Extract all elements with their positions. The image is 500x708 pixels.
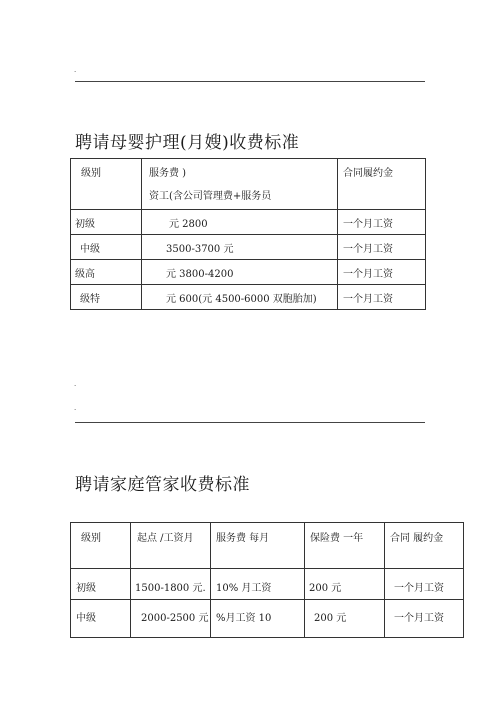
cell-service-fee: 10% 月工资 <box>211 569 305 600</box>
cell-insurance: 200 元 <box>305 569 385 600</box>
maternity-fee-table <box>70 158 426 310</box>
cell-fee: 元 3800-4200 <box>142 260 338 285</box>
header-start-salary: 起点 /工资月 <box>131 523 211 569</box>
table-row <box>71 569 464 600</box>
header-service-fee: 服务费 每月 <box>211 523 305 569</box>
section-marker: . <box>74 66 77 74</box>
section-marker: . <box>74 380 77 388</box>
cell-deposit: 一个月工资 <box>385 569 464 600</box>
table-header-row <box>71 159 426 210</box>
cell-deposit: 一个月工资 <box>338 285 426 310</box>
cell-level: 中级 <box>71 235 142 260</box>
table-row <box>71 600 464 638</box>
cell-insurance: 200 元 <box>305 600 385 638</box>
cell-deposit: 一个月工资 <box>385 600 464 638</box>
page-title-housekeeper: 聘请家庭管家收费标准 <box>75 475 250 495</box>
header-fee-line1: 服务费 ) <box>149 168 187 179</box>
header-deposit: 合同履约金 <box>338 159 426 210</box>
cell-start-salary: 1500-1800 元. <box>131 569 211 600</box>
cell-deposit: 一个月工资 <box>338 235 426 260</box>
header-insurance: 保险费 一年 <box>305 523 385 569</box>
header-level: 级别 <box>71 159 142 210</box>
header-service-fee <box>142 159 338 210</box>
section-marker: . <box>74 404 77 412</box>
cell-level: 初级 <box>71 569 131 600</box>
cell-fee: 元 600(元 4500-6000 双胞胎加) <box>142 285 338 310</box>
cell-deposit: 一个月工资 <box>338 210 426 235</box>
header-deposit: 合同 履约金 <box>385 523 464 569</box>
table-header-row <box>71 523 464 569</box>
table-row <box>71 210 426 235</box>
section-divider <box>75 81 425 82</box>
cell-deposit: 一个月工资 <box>338 260 426 285</box>
cell-fee: 元 2800 <box>142 210 338 235</box>
header-fee-line2: 资工(含公司管理费+服务员 <box>149 191 272 202</box>
cell-level: 级特 <box>71 285 142 310</box>
cell-start-salary: 2000-2500 元 <box>131 600 211 638</box>
page-title-maternity: 聘请母婴护理(月嫂)收费标准 <box>75 133 300 153</box>
cell-level: 级高 <box>71 260 142 285</box>
cell-level: 初级 <box>71 210 142 235</box>
header-level: 级别 <box>71 523 131 569</box>
section-divider <box>75 422 425 423</box>
housekeeper-fee-table <box>70 522 464 638</box>
cell-service-fee: %月工资 10 <box>211 600 305 638</box>
table-row <box>71 285 426 310</box>
table-row <box>71 260 426 285</box>
table-row <box>71 235 426 260</box>
cell-fee: 3500-3700 元 <box>142 235 338 260</box>
cell-level: 中级 <box>71 600 131 638</box>
